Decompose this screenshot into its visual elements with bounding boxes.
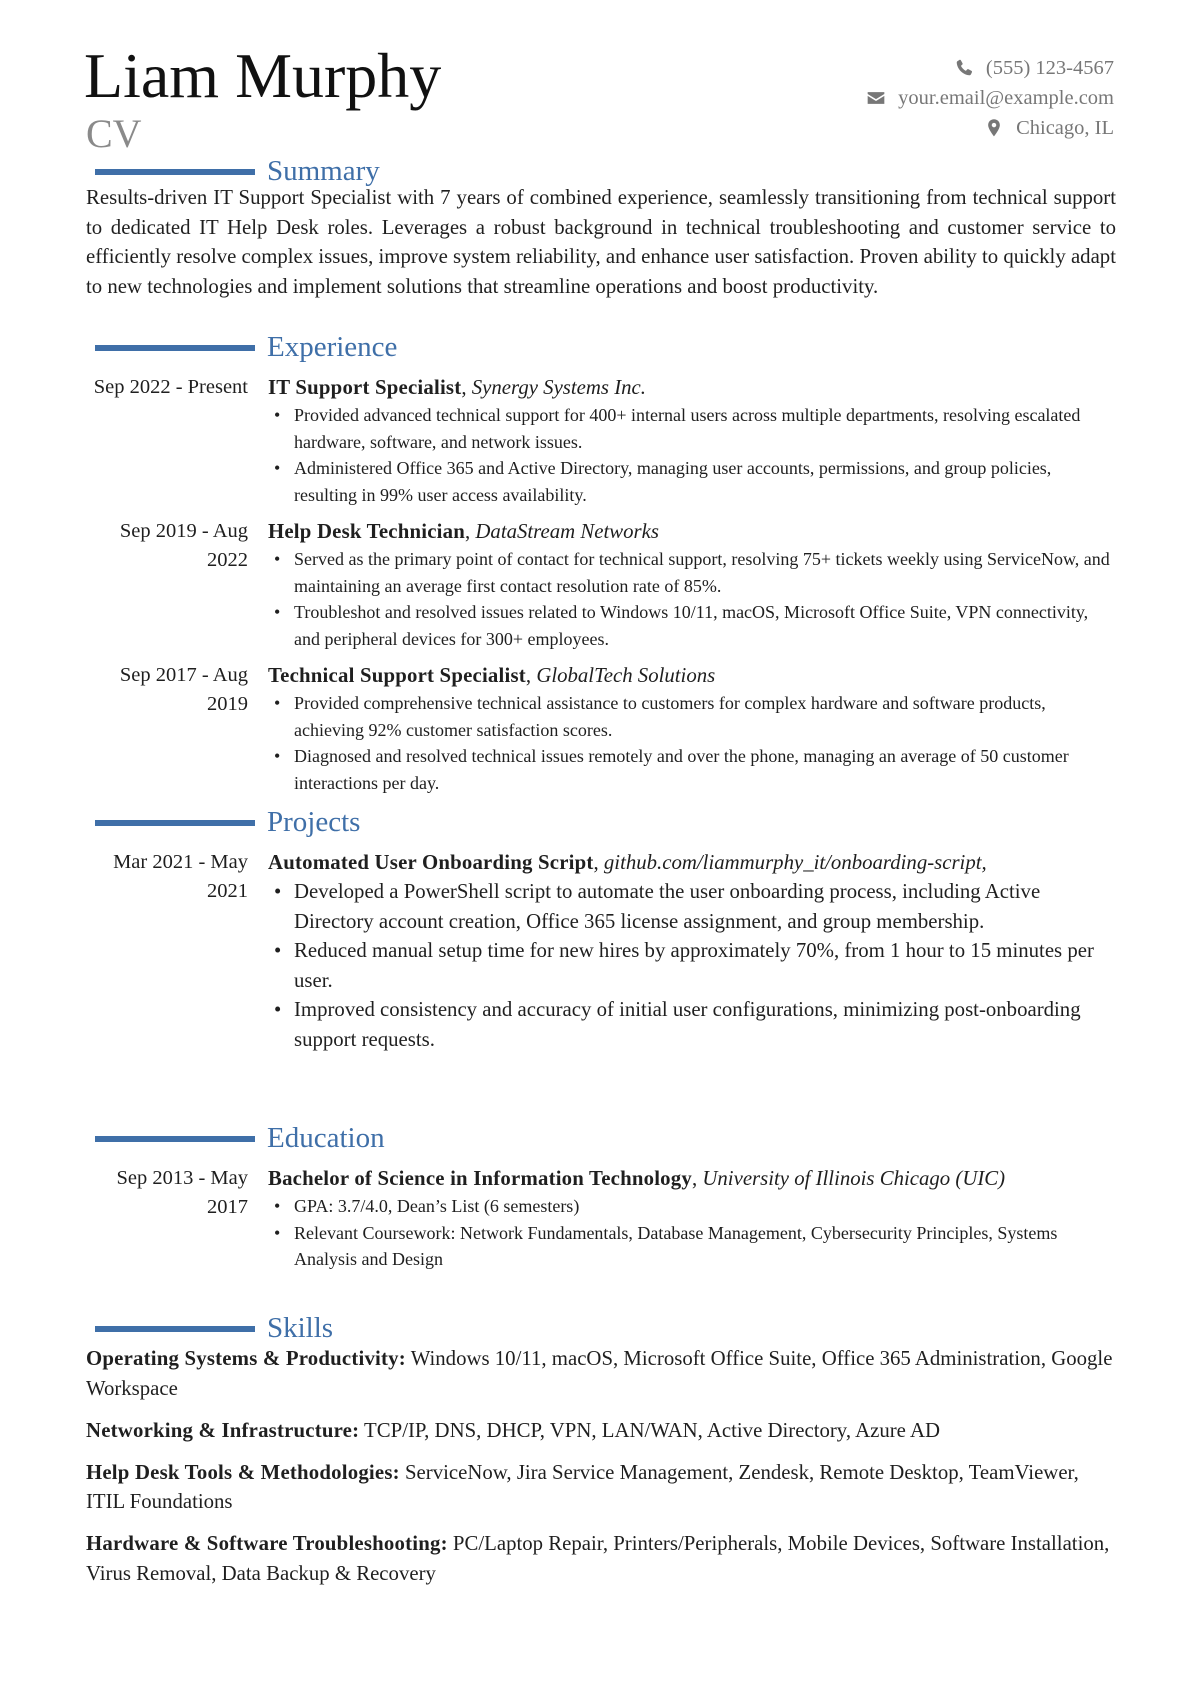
job-title: IT Support Specialist	[268, 376, 462, 399]
bullet-item: • Diagnosed and resolved technical issues remotely and over the phone, managing an average of 50 customer interactions per day.	[268, 743, 1116, 796]
section-title-experience: Experience	[267, 331, 398, 363]
phone-icon	[954, 58, 974, 78]
map-pin-icon	[984, 118, 1004, 138]
skills-list	[86, 1344, 1116, 1601]
contact-email[interactable]: your.email@example.com	[898, 86, 1114, 109]
skills-section-header	[95, 1314, 1095, 1344]
envelope-icon	[866, 88, 886, 108]
summary-text: Results-driven IT Support Specialist with 7 years of combined experience, seamlessly transitioning from technical support to dedicated IT Help Desk roles. Leverages a robust background in technical troubleshooting and customer service to efficiently resolve complex issues, improve system reliability, and enhance user satisfaction. Proven ability to quickly adapt to new technologies and implement solutions that streamline operations and boost productivity.	[86, 186, 1116, 298]
entry-dates: Sep 2013 - May 2017	[116, 1167, 248, 1218]
entry-bullets	[268, 402, 1116, 508]
entry-body	[268, 661, 1116, 796]
entry-bullets	[268, 877, 1116, 1055]
section-accent-bar	[95, 1326, 255, 1332]
contact-phone: (555) 123-4567	[985, 56, 1114, 79]
entry-dates: Sep 2022 - Present	[93, 376, 248, 398]
skill-label: Help Desk Tools & Methodologies:	[86, 1460, 400, 1484]
section-title-education: Education	[267, 1122, 385, 1154]
bullet-item: • GPA: 3.7/4.0, Dean’s List (6 semesters)	[268, 1193, 1116, 1220]
company-name: GlobalTech Solutions	[536, 664, 716, 687]
contact-email-row	[754, 83, 1114, 113]
experience-section-header	[95, 333, 1095, 363]
bullet-item: • Provided comprehensive technical assistance to customers for complex hardware and software products, achieving 92% customer satisfaction scores.	[268, 690, 1116, 743]
skill-value: ServiceNow, Jira Service Management, Zendesk, Remote Desktop, TeamViewer, ITIL Foundations	[86, 1460, 1079, 1514]
entry-body	[268, 517, 1116, 652]
bullet-item: • Relevant Coursework: Network Fundamentals, Database Management, Cybersecurity Principles, Systems Analysis and Design	[268, 1220, 1116, 1273]
entry-heading: Technical Support Specialist, GlobalTech Solutions	[268, 664, 716, 687]
skill-line	[86, 1416, 1116, 1446]
contact-location-row	[754, 113, 1114, 143]
job-title: Help Desk Technician	[268, 520, 465, 543]
entry-dates: Mar 2021 - May 2021	[113, 851, 248, 902]
school-name: University of Illinois Chicago (UIC)	[702, 1167, 1006, 1190]
bullet-item: • Developed a PowerShell script to automate the user onboarding process, including Active Directory account creation, Office 365 license assignment, and group membership.	[268, 877, 1116, 936]
section-accent-bar	[95, 820, 255, 826]
skill-value: TCP/IP, DNS, DHCP, VPN, LAN/WAN, Active Directory, Azure AD	[364, 1418, 940, 1442]
degree-name: Bachelor of Science in Information Technology	[268, 1167, 692, 1190]
entry-bullets	[268, 546, 1116, 652]
bullet-item: • Provided advanced technical support for 400+ internal users across multiple departments, resolving escalated hardware, software, and network issues.	[268, 402, 1116, 455]
section-title-skills: Skills	[267, 1312, 334, 1344]
entry-body	[268, 373, 1116, 508]
skill-label: Networking & Infrastructure:	[86, 1418, 360, 1442]
entry-heading: Automated User Onboarding Script, github.com/liammurphy_it/onboarding-script,	[268, 851, 987, 874]
section-accent-bar	[95, 345, 255, 351]
skill-line	[86, 1529, 1116, 1588]
skill-line	[86, 1344, 1116, 1403]
entry-bullets	[268, 690, 1116, 796]
section-accent-bar	[95, 169, 255, 175]
entry-dates: Sep 2019 - Aug 2022	[119, 520, 248, 571]
education-section-header	[95, 1124, 1095, 1154]
entry-body	[268, 1164, 1116, 1273]
contact-block	[754, 53, 1114, 143]
skill-value: Windows 10/11, macOS, Microsoft Office Suite, Office 365 Administration, Google Workspace	[86, 1347, 1113, 1400]
entry-dates: Sep 2017 - Aug 2019	[119, 664, 248, 715]
contact-phone-row	[754, 53, 1114, 83]
document-type: CV	[86, 111, 142, 156]
bullet-item: • Troubleshot and resolved issues related to Windows 10/11, macOS, Microsoft Office Suite, VPN connectivity, and peripheral devices for 300+ employees.	[268, 599, 1116, 652]
skill-label: Operating Systems & Productivity:	[86, 1347, 406, 1370]
skill-label: Hardware & Software Troubleshooting:	[86, 1532, 448, 1556]
bullet-item: • Administered Office 365 and Active Directory, managing user accounts, permissions, and group policies, resulting in 99% user access availability.	[268, 455, 1116, 508]
projects-section-header	[95, 808, 1095, 838]
company-name: Synergy Systems Inc.	[471, 376, 646, 399]
contact-location: Chicago, IL	[1016, 116, 1114, 139]
section-accent-bar	[95, 1136, 255, 1142]
bullet-item: • Improved consistency and accuracy of initial user configurations, minimizing post-onboarding support requests.	[268, 995, 1116, 1054]
entry-heading: IT Support Specialist, Synergy Systems Inc.	[268, 376, 646, 399]
entry-bullets	[268, 1193, 1116, 1273]
job-title: Technical Support Specialist	[268, 664, 526, 687]
project-name: Automated User Onboarding Script	[268, 851, 594, 874]
bullet-item: • Reduced manual setup time for new hires by approximately 70%, from 1 hour to 15 minutes per user.	[268, 936, 1116, 995]
candidate-name: Liam Murphy	[84, 40, 442, 111]
entry-heading: Bachelor of Science in Information Technology, University of Illinois Chicago (UIC)	[268, 1167, 1006, 1190]
bullet-item: • Served as the primary point of contact for technical support, resolving 75+ tickets weekly using ServiceNow, and maintaining an average first contact resolution rate of 85%.	[268, 546, 1116, 599]
skill-line	[86, 1458, 1116, 1517]
skill-value: PC/Laptop Repair, Printers/Peripherals, Mobile Devices, Software Installation, Virus Removal, Data Backup & Recovery	[86, 1532, 1110, 1586]
entry-body	[268, 848, 1116, 1055]
project-link[interactable]: github.com/liammurphy_it/onboarding-script,	[603, 851, 987, 874]
section-title-summary: Summary	[267, 155, 380, 187]
entry-heading: Help Desk Technician, DataStream Networks	[268, 520, 659, 543]
company-name: DataStream Networks	[475, 520, 659, 543]
section-title-projects: Projects	[267, 806, 361, 838]
